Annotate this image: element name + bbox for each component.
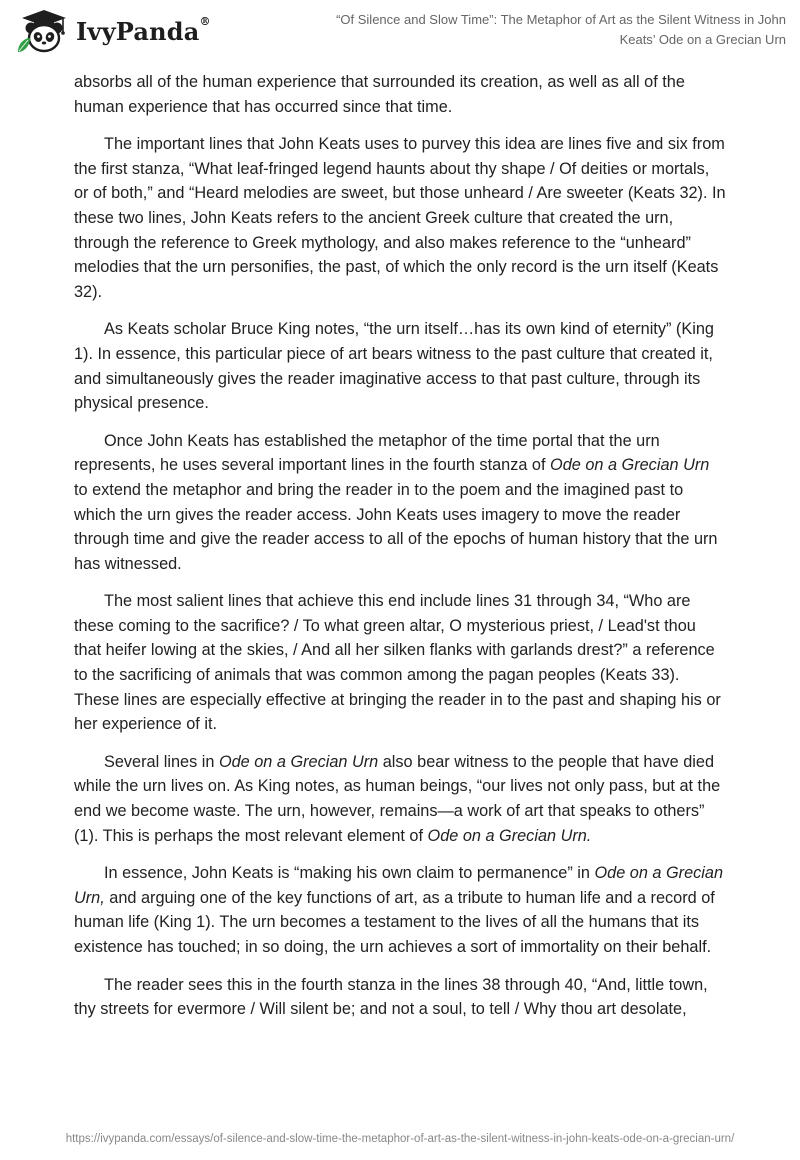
text-run: to extend the metaphor and bring the reader in to the poem and the imagined past to which the urn gives the reader access. John Keats uses imagery to move the reader through time and give the reader access to all of the epochs of human history that the urn has witnessed. [74,480,718,573]
brand-logo[interactable] [14,8,211,54]
text-run: Once John Keats has established the metaphor of the time portal that the urn represents, he uses several important lines in the fourth stanza of [74,431,660,475]
italic-title: Ode on a Grecian Urn [218,752,379,771]
document-title: “Of Silence and Slow Time”: The Metaphor of Art as the Silent Witness in John Keats’ Ode on a Grecian Urn [336,12,786,47]
italic-title: Ode on a Grecian Urn [550,456,710,475]
paragraph [74,750,726,848]
text-run: The reader sees this in the fourth stanza in the lines 38 through 40, “And, little town, thy streets for evermore / Will silent be; and not a soul, to tell / Why thou art desolate, [74,975,708,1019]
text-run: Several lines in [104,752,219,771]
page-header [0,0,800,62]
paragraph [74,70,726,119]
text-run: The most salient lines that achieve this end include lines 31 through 34, “Who are these coming to the sacrifice? / To what green altar, O mysterious priest, / Lead'st thou that heifer lowing at the skies, / And all her silken flanks with garlands drest?” a reference to the sacrificing of animals that was common among the pagan peoples (Keats 33). These lines are especially effective at bringing the reader in to the past and shaping his or her experience of it. [74,592,721,734]
text-run: also bear witness to the people that have died while the urn lives on. As King notes, as human beings, “our lives not only pass, but at the end we become waste. The urn, however, remains—a work of art that speaks to others” (1). This is perhaps the most relevant element of [74,752,721,845]
paragraph [74,429,726,577]
paragraph [74,973,726,1022]
panda-graduate-icon [14,8,74,54]
text-run: In essence, John Keats is “making his own claim to permanence” in [104,864,595,883]
paragraph [74,589,726,737]
text-run: absorbs all of the human experience that surrounded its creation, as well as all of the human experience that has occurred since that time. [74,73,685,116]
paragraph [74,317,726,415]
italic-title: Ode on a Grecian Urn. [427,826,592,845]
italic-title: Ode on a Grecian Urn, [74,864,724,907]
paragraph [74,861,726,959]
text-run: and arguing one of the key functions of art, as a tribute to human life and a record of human life (King 1). The urn becomes a testament to the lives of all the humans that its existence has touched; in so doing, the urn achieves a sort of immortality on their behalf. [74,888,715,956]
essay-body [74,70,726,1035]
brand-name: IvyPanda® [76,14,211,46]
text-run: As Keats scholar Bruce King notes, “the urn itself…has its own kind of eternity” (King 1). In essence, this particular piece of art bears witness to the past culture that created it, and simultaneously gives the reader imaginative access to that past culture, through its physical presence. [74,320,714,413]
text-run: The important lines that John Keats uses to purvey this idea are lines five and six from the first stanza, “What leaf-fringed legend haunts about thy shape / Of deities or mortals, or of both,” and “Heard melodies are sweet, but those unheard / Are sweeter (Keats 32). In these two lines, John Keats refers to the ancient Greek culture that created the urn, through the reference to Greek mythology, and also makes reference to the “unheard” melodies that the urn personifies, the past, of which the only record is the urn itself (Keats 32). [74,135,726,301]
paragraph [74,132,726,304]
source-url[interactable]: https://ivypanda.com/essays/of-silence-and-slow-time-the-metaphor-of-art-as-the-silent-witness-in-john-keats-ode-on-a-grecian-urn/ [65,1133,735,1145]
